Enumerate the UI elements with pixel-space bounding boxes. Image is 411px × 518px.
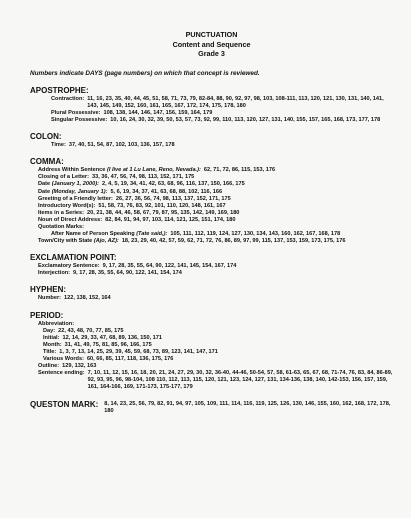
section-title: HYPHEN: [30,285,67,295]
entry-row [30,263,393,270]
entry-row [30,117,393,124]
entry-days: 18, 23, 29, 40, 42, 57, 59, 62, 71, 72, 76, 86, 89, 97, 99, 115, 137, 153, 159, 173, 175, 176 [121,238,346,245]
entry-label: Town/City with State (Ajo, AZ): [38,238,119,245]
entry-row [30,342,393,349]
section-hyphen [30,285,393,302]
entry-label: Month: [43,341,62,348]
section-colon [30,132,393,149]
entry-days: 8, 14, 23, 25, 56, 79, 82, 91, 94, 97, 105, 109, 111, 114, 116, 119, 125, 126, 130, 146, 155, 160, 162, 168, 172, 178, 180 [104,400,391,414]
section-title: QUESTON MARK: [30,399,99,409]
entry-row [30,174,393,181]
section-exclamation-point [30,253,393,277]
entry-row [30,295,393,302]
entry-row [30,189,393,196]
entry-label: After Name of Person Speaking (Tate said,): [51,231,168,238]
entry-days: 62, 71, 72, 86, 115, 153, 176 [203,167,276,174]
section-title: COLON: [30,132,62,142]
entry-example: (January 1, 2000): [51,181,99,188]
entry-days: 60, 66, 85, 117, 118, 136, 175, 176 [86,356,174,363]
header-subtitle: Content and Sequence [172,39,251,49]
entry-days: 2, 4, 5, 19, 34, 41, 42, 63, 68, 96, 116, 137, 150, 166, 175 [101,181,245,188]
entry-label: Interjection: [38,270,71,277]
entry-label: Exclamatory Sentence: [38,263,100,270]
entry-label: Greeting of a Friendly letter: [38,195,113,202]
entry-row [30,142,393,149]
entry-days: 108, 138, 144, 146, 147, 156, 159, 164, 179 [103,109,213,116]
entry-row [30,335,393,342]
intro-note: Numbers indicate DAYS (page numbers) on which that concept is reviewed. [30,69,260,77]
entry-label: Date (Monday, January 1): [38,188,108,195]
entry-label: Day: [43,327,56,334]
section-title: PERIOD: [30,310,64,320]
entry-days: 105, 111, 112, 119, 124, 127, 130, 134, 143, 160, 162, 167, 168, 178 [170,231,341,238]
entry-days: 11, 16, 23, 35, 40, 44, 45, 51, 58, 71, 73, 79, 82-84, 88, 90, 92, 97, 98, 103, 108-111, 113, 120, 121, 130, 131, 140, 141, 143, 145, 149, 152, 160, 161, 165, 167, 172, 174, 175, 178, 180 [87,95,384,109]
entry-row [30,96,393,110]
entry-example: (Monday, January 1): [51,188,108,195]
section-title: EXCLAMATION POINT: [30,253,117,263]
entry-row [30,231,393,238]
entry-days: 7, 10, 11, 12, 15, 16, 18, 20, 21, 24, 27, 29, 30, 32, 36-40, 44-46, 50-54, 57, 58, 61-63, 65, 67, 68, 71-74, 76, 83, 84, 86-89, 92, 93, 95, 96, 98-104, 108 110, 112, 113, 115, 120, 121, 123, 124, 127, 131, 134-136, 138, 140, 142-153, 156, 157, 159, 161, 164-166, 169, 171-173, 175-177, 179 [87,370,393,391]
entry-label: Various Words: [43,356,84,363]
entry-days: 9, 17, 28, 35, 55, 64, 90, 122, 141, 145, 154, 167, 174 [102,263,237,270]
entry-label: Singular Possessive: [51,117,108,124]
entry-row [30,328,393,335]
entry-label: Quotation Marks: [38,224,84,230]
entry-row [30,270,393,277]
entry-example: (Ajo, AZ): [93,238,119,245]
section-apostrophe [30,86,393,124]
entry-example: (I live at 1 Lu Lane, Reno, Nevada.): [106,167,201,174]
section-title: APOSTROPHE: [30,85,89,95]
entry-days: 82, 84, 91, 94, 97, 103, 114, 121, 125, 151, 174, 180 [105,216,236,223]
entry-label: Date (January 1, 2000): [38,181,99,188]
entry-days: 5, 6, 19, 34, 37, 41, 63, 68, 88, 102, 116, 166 [110,188,223,195]
entry-days: 31, 41, 49, 75, 81, 85, 96, 166, 175 [64,341,152,348]
section-title: COMMA: [30,157,64,167]
entry-label: Items in a Series: [38,209,85,216]
entry-row [30,110,393,117]
entry-label: Address Within Sentence (I live at 1 Lu Lane, Reno, Nevada.): [38,167,201,174]
entry-row [30,363,393,370]
entry-label: Time: [51,142,66,149]
entry-label: Abbreviation: [38,320,75,327]
entry-label: Sentence ending: [38,370,85,377]
entry-label: Outline: [38,363,60,370]
entry-days: 9, 17, 28, 35, 55, 64, 90, 122, 141, 154, 174 [73,270,182,277]
entry-row [30,181,393,188]
entry-row [30,349,393,356]
entry-row [30,217,393,224]
entry-days: 26, 27, 36, 56, 74, 98, 113, 137, 152, 171, 175 [115,195,231,202]
entry-row [30,356,393,363]
entry-label: Noun of Direct Address: [38,216,103,223]
header-grade: Grade 3 [198,49,225,59]
entry-days: 33, 36, 47, 56, 74, 98, 113, 152, 171, 175 [91,174,195,181]
entry-days: 20, 21, 38, 44, 46, 58, 67, 79, 87, 95, 135, 142, 149, 169, 180 [87,209,240,216]
entry-row [30,321,393,328]
section-period [30,311,393,392]
entry-days: 22, 43, 48, 70, 77, 85, 175 [58,327,124,334]
entry-row [30,203,393,210]
entry-label: Initial: [43,334,60,341]
entry-example: (Tate said,): [136,231,168,238]
entry-days: 37, 40, 51, 54, 87, 102, 103, 136, 157, 178 [68,142,175,149]
entry-row [30,224,393,231]
header-title: PUNCTUATION [185,30,238,39]
entry-label: Title: [43,348,57,355]
entry-label: Number: [38,295,61,302]
entry-label: Plural Possessive: [51,109,101,116]
entry-row [30,238,393,245]
entry-row [30,196,393,203]
entry-label: Closing of a Letter: [38,174,89,181]
entry-label: Contraction: [51,95,85,102]
document-header [30,30,393,59]
entry-days: 10, 16, 24, 30, 32, 39, 50, 53, 57, 73, 92, 99, 110, 113, 120, 127, 131, 140, 155, 157, 165, 168, 173, 177, 178 [110,117,381,124]
section-question-mark [30,400,393,415]
entry-days: 1, 3, 7, 13, 14, 25, 29, 39, 45, 59, 68, 73, 89, 123, 141, 147, 171 [59,348,218,355]
entry-days: 12, 14, 29, 33, 47, 68, 89, 136, 150, 171 [62,334,163,341]
section-comma [30,157,393,245]
entry-days: 129, 132, 163 [62,363,97,370]
entry-row [30,370,393,391]
entry-label: Introductory Word(s): [38,202,96,209]
entry-row [30,167,393,174]
entry-days: 122, 138, 152, 164 [64,295,111,302]
entry-row [30,400,393,415]
entry-days: 51, 58, 73, 76, 83, 92, 101, 110, 120, 148, 161, 167 [98,202,226,209]
entry-row [30,210,393,217]
